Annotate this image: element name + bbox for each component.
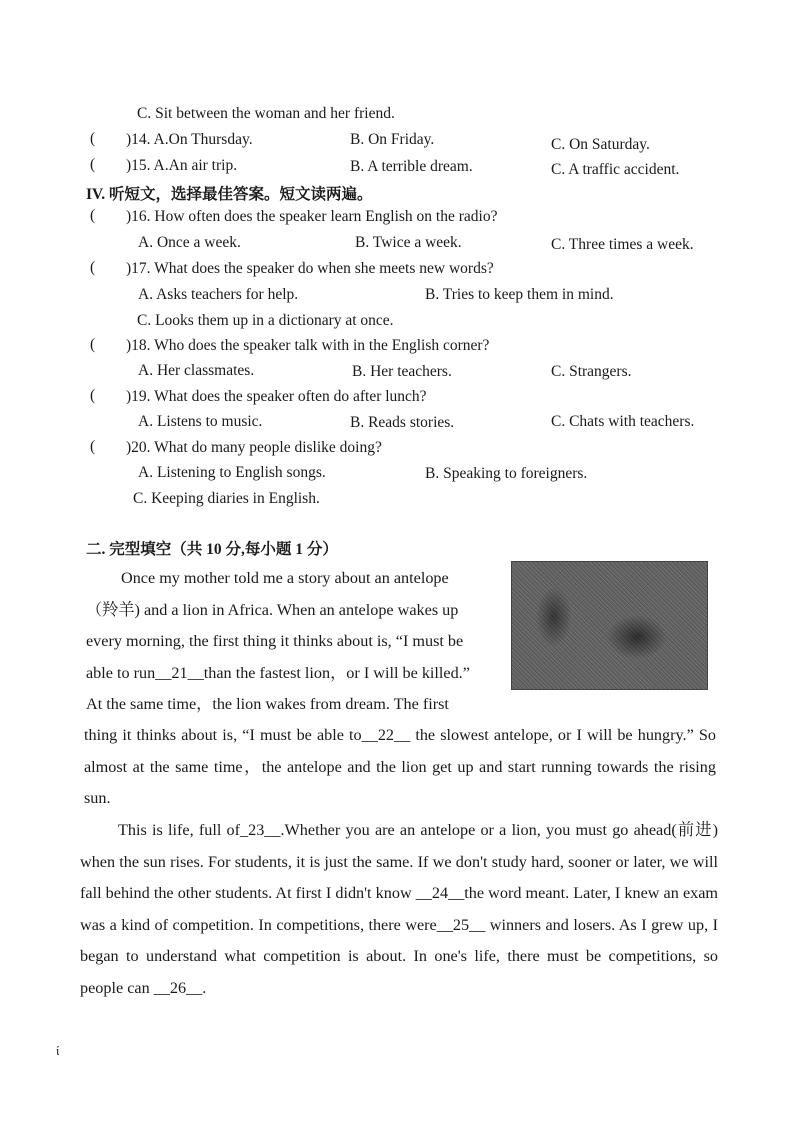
passage-line-4: able to run__21__than the fastest lion，or I will be killed.”: [86, 663, 470, 682]
q20-paren: (: [90, 438, 96, 455]
q20-stem: )20. What do many people dislike doing?: [126, 439, 382, 456]
q14-option-c: C. On Saturday.: [551, 136, 650, 153]
q19-option-a: A. Listens to music.: [138, 413, 263, 430]
passage-line-5: At the same time，the lion wakes from dream. The first: [86, 695, 449, 713]
passage-para-2: This is life, full of_23__.Whether you are an antelope or a lion, you must go ahead(前进) when the sun rises. For students, it is just the same. If we don't study hard, sooner or later, we will fall behind the other students. At first I didn't know __24__the word meant. Later, I knew an exam was a kind of competition. In competitions, there were__25__ winners and losers. As I grew up, I began to understand what competition is about. In one's life, there must be competitions, so people can __26__.: [80, 821, 718, 997]
q16-option-c: C. Three times a week.: [551, 236, 694, 253]
q19-option-c: C. Chats with teachers.: [551, 413, 695, 430]
q19-stem: )19. What does the speaker often do after lunch?: [126, 388, 427, 405]
q16-stem: )16. How often does the speaker learn English on the radio?: [126, 208, 498, 225]
q17-option-a: A. Asks teachers for help.: [138, 286, 299, 303]
section-4-heading: IV. 听短文，选择最佳答案。短文读两遍。: [86, 186, 373, 203]
q18-option-c: C. Strangers.: [551, 363, 632, 380]
passage-line-2: （羚羊) and a lion in Africa. When an antelope wakes up: [86, 600, 459, 619]
section-2-heading: 二. 完型填空（共 10 分,每小题 1 分）: [86, 541, 338, 558]
q13-option-c: C. Sit between the woman and her friend.: [137, 105, 395, 122]
q15-stem: )15. A.An air trip.: [126, 157, 238, 174]
passage-para-1-top: [86, 563, 499, 721]
q14-paren: (: [90, 130, 96, 147]
q17-option-b: B. Tries to keep them in mind.: [425, 286, 614, 303]
q19-paren: (: [90, 387, 96, 404]
q14-option-b: B. On Friday.: [350, 131, 435, 148]
q15-option-c: C. A traffic accident.: [551, 161, 680, 178]
q16-option-a: A. Once a week.: [138, 234, 241, 251]
q16-option-b: B. Twice a week.: [355, 234, 462, 251]
q14-stem: )14. A.On Thursday.: [126, 131, 253, 148]
q20-option-a: A. Listening to English songs.: [138, 464, 326, 481]
q17-option-c: C. Looks them up in a dictionary at once.: [137, 312, 394, 329]
q20-option-b: B. Speaking to foreigners.: [425, 465, 588, 482]
q17-stem: )17. What does the speaker do when she meets new words?: [126, 260, 494, 277]
q18-option-b: B. Her teachers.: [352, 363, 452, 380]
q15-paren: (: [90, 156, 96, 173]
q19-option-b: B. Reads stories.: [350, 414, 455, 431]
q15-option-b: B. A terrible dream.: [350, 158, 473, 175]
passage-line-1: Once my mother told me a story about an antelope: [121, 569, 449, 587]
antelope-lion-picture: [511, 561, 708, 690]
q18-stem: )18. Who does the speaker talk with in the English corner?: [126, 337, 490, 354]
q17-paren: (: [90, 259, 96, 276]
q16-paren: (: [90, 207, 96, 224]
q18-paren: (: [90, 336, 96, 353]
q18-option-a: A. Her classmates.: [138, 362, 255, 379]
q20-option-c: C. Keeping diaries in English.: [133, 490, 320, 507]
passage-para-1-rest: thing it thinks about is, “I must be able to__22__ the slowest antelope, or I will be hungry.” So almost at the same time，the antelope and the lion get up and start running towards the rising sun.: [84, 726, 716, 807]
page-corner-mark: ί: [56, 1043, 60, 1058]
passage-line-3: every morning, the first thing it thinks about is, “I must be: [86, 632, 464, 650]
